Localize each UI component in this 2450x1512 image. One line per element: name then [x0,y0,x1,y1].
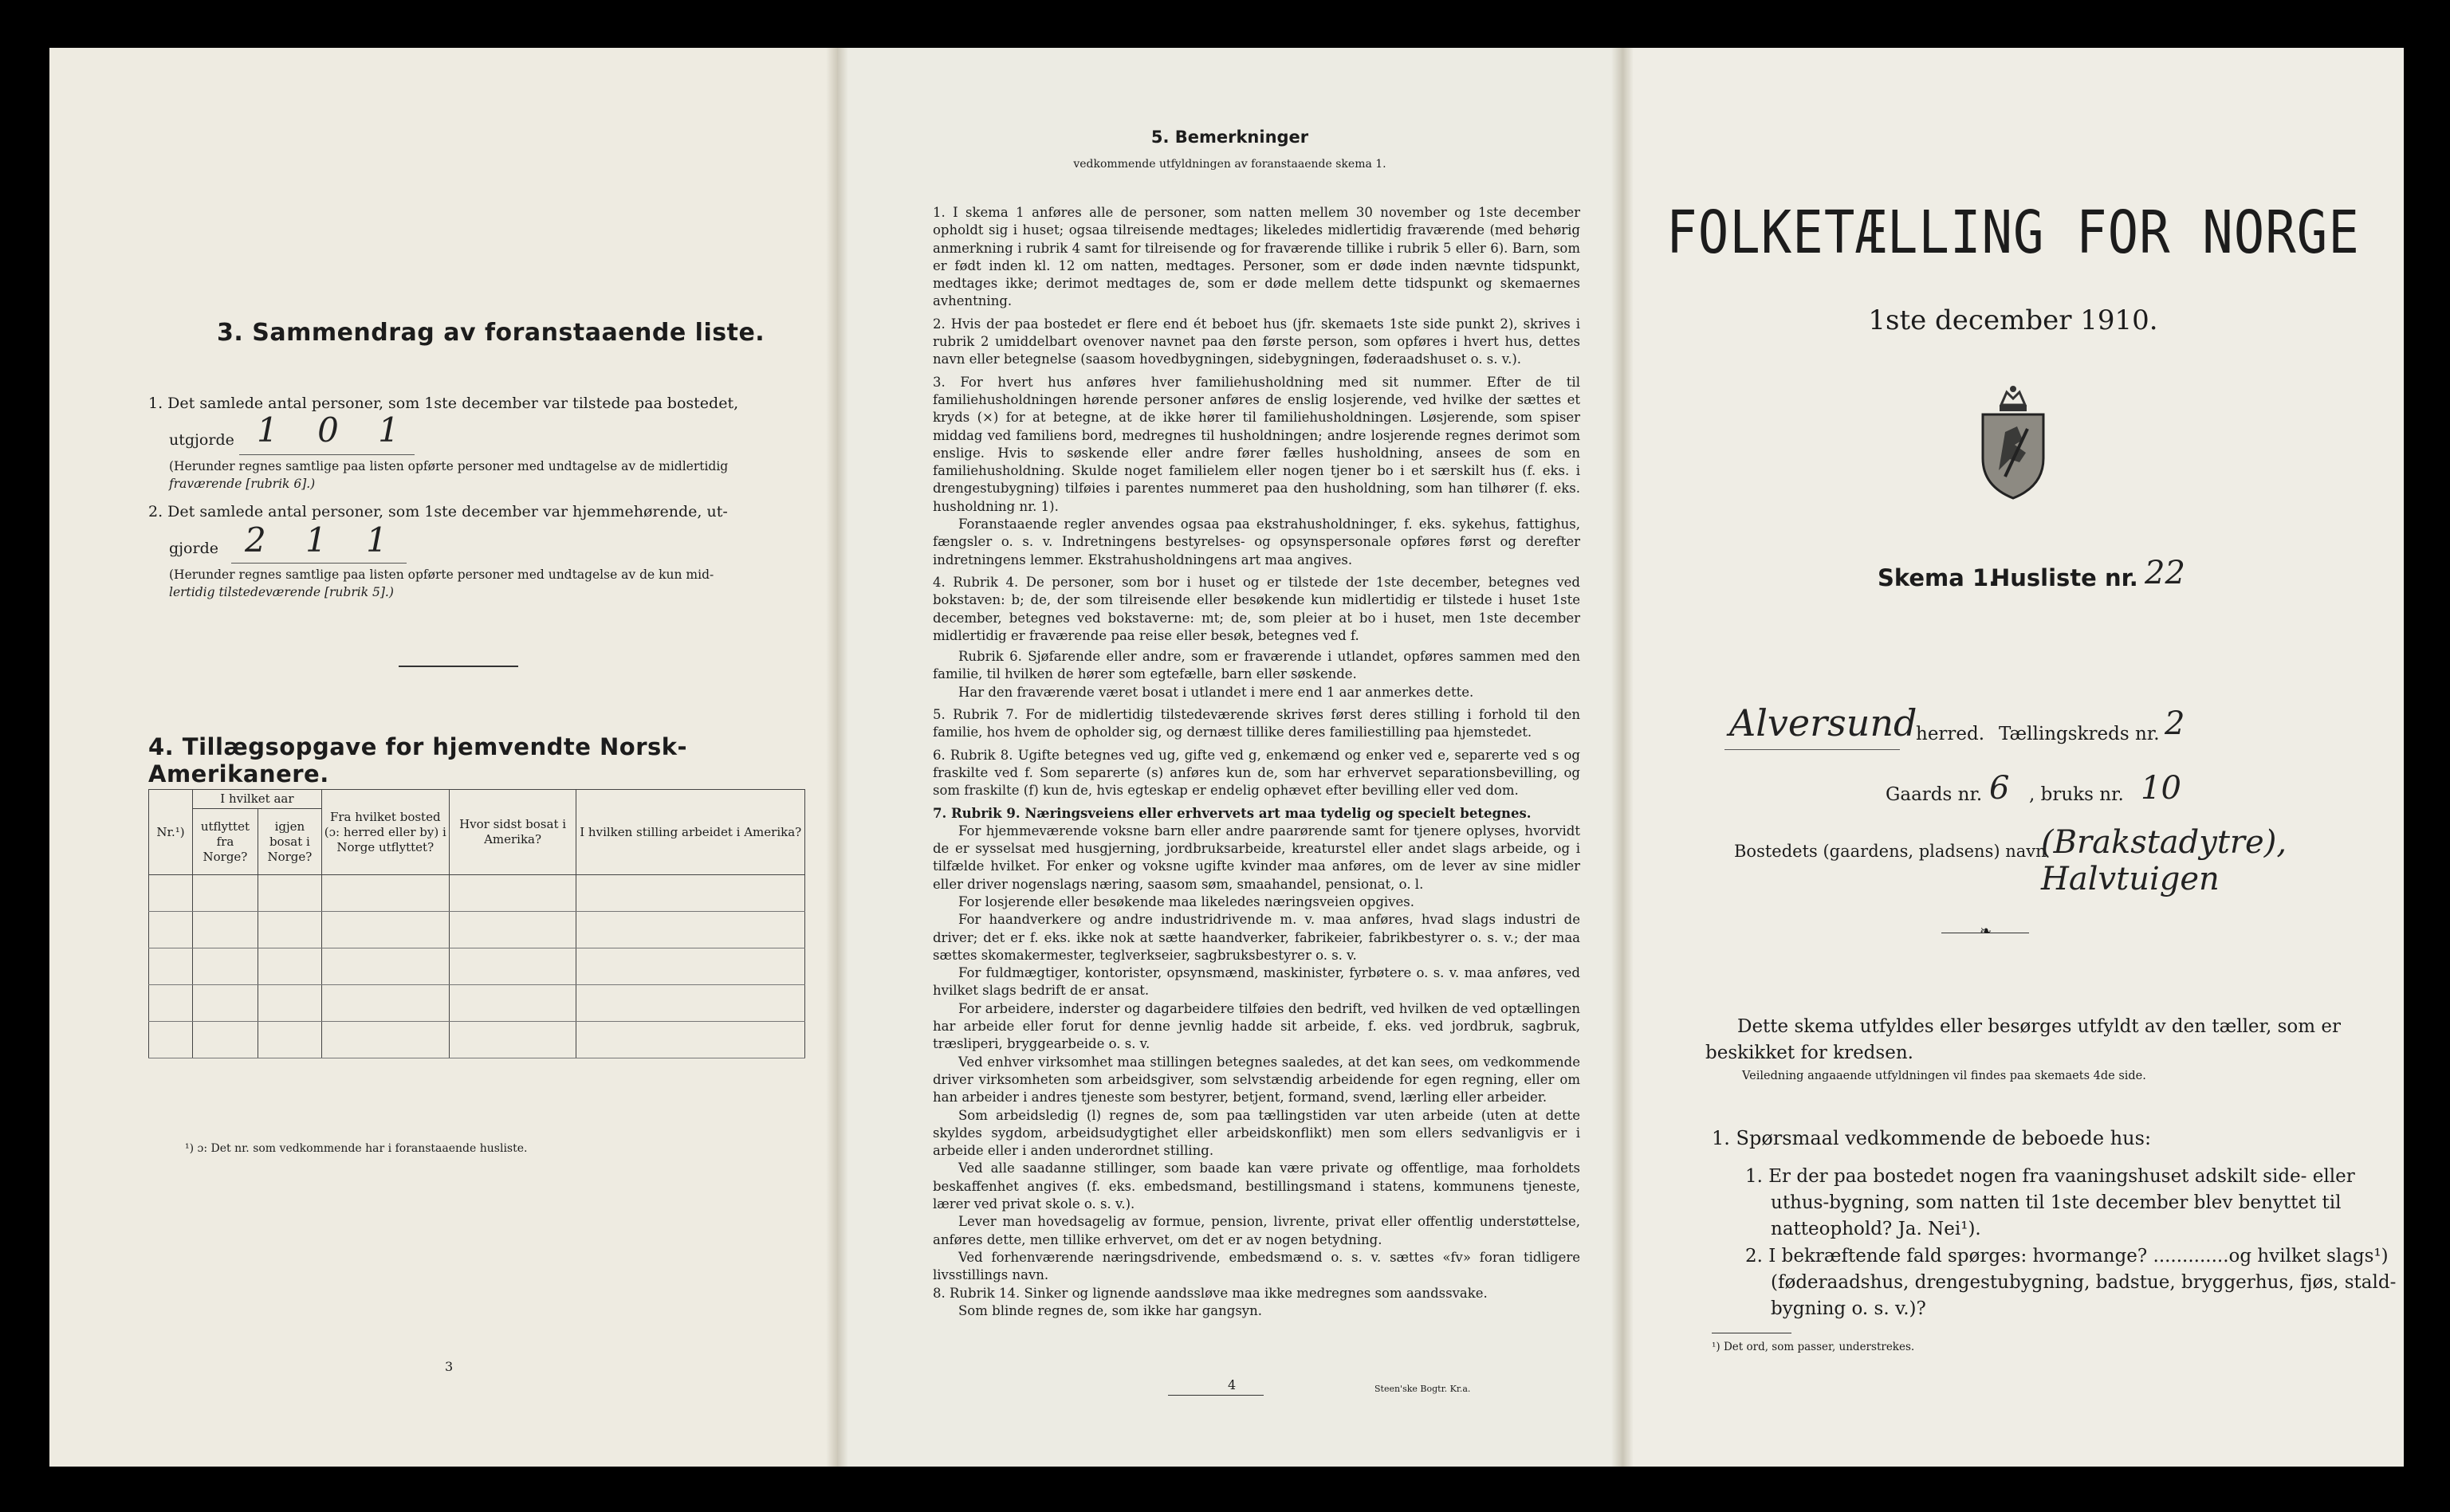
remark-paragraph: Foranstaaende regler anvendes ogsaa paa ekstrahusholdninger, f. eks. sykehus, fattighus, fængsler o. s. v. Indretningens bestyrelses- og opsynspersonale opføres først og derefter indretningens lemmer. Ekstrahusholdningens art maa angives. [933,516,1580,567]
remark-paragraph: For losjerende eller besøkende maa likeledes næringsveien opgives. [958,893,1414,909]
remark-paragraph: Har den fraværende været bosat i utlandet i mere end 1 aar anmerkes dette. [958,684,1474,700]
summary-item-2-value: 2 1 1 [245,520,402,560]
remark-paragraph: Ved enhver virksomhet maa stillingen betegnes saaledes, at det kan sees, om vedkommende driver virksomheten som arbeidsgiver, som selvstændig arbeidende for egen regning, eller om han arbeider i andres tjeneste som bestyrer, betjent, formand, svend, lærling eller arbeider. [933,1054,1580,1106]
remark-paragraph: 5. Rubrik 7. For de midlertidig tilstedeværende skrives først deres stilling i forhold til den familie, hos hvem de opholder sig, og dernæst tillike deres familiestilling paa hjemstedet. [933,707,1580,740]
page-right [1622,48,2404,1467]
bosted-label: Bostedets (gaardens, pladsens) navn [1734,842,2047,861]
page-number: 4 [1228,1377,1237,1392]
remark-paragraph: For fuldmægtiger, kontorister, opsynsmænd, maskinister, fyrbøtere o. s. v. maa anføres, ved hvilket slags bedrift de er ansat. [933,965,1580,999]
summary-item-2-label: gjorde [169,540,218,557]
col-utflyttet: utflyttet fra Norge? [192,809,258,875]
gaards-value: 6 [1989,770,2010,807]
census-title: FOLKETÆLLING FOR NORGE [1666,199,2360,268]
question-2: 2. I bekræftende fald spørges: hvormange? .............og hvilket slags¹) (føderaadshus, drengestubygning, badstue, bryggerhus, fjøs, stald- bygning o. s. v.)? [1745,1246,2397,1319]
remarks-body [933,204,1580,1320]
remark-paragraph: Lever man hovedsagelig av formue, pension, livrente, privat eller offentlig understøttelse, anføres dette, men tillike erhvervet, om det er av nogen betydning. [933,1214,1580,1247]
bruks-label: , bruks nr. [2029,784,2124,805]
kreds-value: 2 [2165,705,2185,742]
husliste-value: 22 [2145,555,2185,591]
table-row [149,948,805,985]
section-3-title: 3. Sammendrag av foranstaaende liste. [217,319,765,347]
table-row [149,912,805,948]
table-row [149,875,805,912]
remarks-title: 5. Bemerkninger [1150,128,1309,147]
remark-paragraph: Som blinde regnes de, som ikke har gangsyn. [958,1302,1262,1318]
page-middle [837,48,1622,1467]
col-fra-bosted: Fra hvilket bosted (ɔ: herred eller by) i Norge utflyttet? [321,790,449,875]
norsk-amerikanere-table [148,789,805,1058]
table-row [149,1022,805,1058]
printer-imprint: Steen'ske Bogtr. Kr.a. [1374,1384,1471,1394]
remark-paragraph: 7. Rubrik 9. Næringsveiens eller erhvervets art maa tydelig og specielt betegnes. [933,805,1532,821]
page-divider [1168,1395,1264,1396]
col-igjen: igjen bosat i Norge? [258,809,321,875]
remark-paragraph: For arbeidere, inderster og dagarbeidere tilføies den bedrift, ved hvilken de ved optællingen har arbeide eller forut for denne jevnlig hadde sit arbeide, f. eks. ved jordbruk, sagbruk, træsliperi, bryggearbeide o. s. v. [933,1000,1580,1052]
remark-paragraph: 4. Rubrik 4. De personer, som bor i huset og er tilstede der 1ste december, betegnes ved bokstaven: b; de, der som tilreisende eller besøkende kun midlertidig er tilstede i huset 1ste december, betegnes ved bokstaverne: mt; de, som pleier at bo i huset, men 1ste december midlertidig er fraværende paa reise eller besøk, betegnes ved f. [933,574,1580,643]
remarks-subtitle: vedkommende utfyldningen av foranstaaende skema 1. [1073,158,1386,171]
bruks-value: 10 [2141,770,2181,807]
kreds-label: Tællingskreds nr. [1999,724,2160,744]
remark-paragraph: For haandverkere og andre industridrivende m. v. maa anføres, hvad slags industri de driver; det er f. eks. ikke nok at sætte haandverker, fabrikeier, fabrikbestyrer o. s. v.; der maa sættes skomakermester, teglverkseier, sagbruksbestyrer o. s. v. [933,912,1580,963]
remark-paragraph: Ved alle saadanne stillinger, som baade kan være private og offentlige, maa forholdets beskaffenhet angives (f. eks. embedsmand, bestillingsmand i statens, kommunens tjeneste, lærer ved privat skole o. s. v.). [933,1161,1580,1212]
col-group-year: I hvilket aar [192,790,321,809]
table-footnote: ¹) ɔ: Det nr. som vedkommende har i foranstaaende husliste. [185,1142,528,1155]
census-date: 1ste december 1910. [1868,304,2158,336]
page-footnote: ¹) Det ord, som passer, understrekes. [1712,1341,1915,1353]
page-fold-shadow [837,48,848,1467]
summary-item-1-value: 1 0 1 [257,410,414,450]
remark-paragraph: Rubrik 6. Sjøfarende eller andre, som er fraværende i utlandet, opføres sammen med den familie, til hvilken de hører som egtefælle, barn eller søskende. [933,649,1580,682]
herred-label: herred. [1916,724,1985,744]
fill-line [239,454,415,455]
col-hvor-sidst: Hvor sidst bosat i Amerika? [449,790,576,875]
instruction-text: Dette skema utfyldes eller besørges utfyldt av den tæller, som er beskikket for kredsen. [1705,1016,2342,1063]
page-left [49,48,837,1467]
summary-item-1-label: utgjorde [169,431,234,449]
summary-item-1-note: (Herunder regnes samtlige paa listen opførte personer med undtagelse av de midlertidig fraværende [rubrik 6].) [169,459,729,491]
gaards-label: Gaards nr. [1886,784,1983,805]
bosted-value: (Brakstadytre), Halvtuigen [2041,824,2287,897]
remark-paragraph: For hjemmeværende voksne barn eller andre paarørende samt for tjenere oplyses, hvorvidt de er sysselsat med husgjerning, jordbruksarbeide, kreaturstel eller andet slags arbeide, og i tilfælde hvilket. For enker og voksne ugifte kvinder maa anføres, om de lever av sine midler eller driver nogenslags næring, saasom søm, smaahandel, pensionat, o. l. [933,823,1580,892]
fill-line [231,563,407,564]
fill-line [1724,749,1900,750]
table-row [149,985,805,1022]
herred-value: Alversund [1729,701,1917,744]
instruction-note: Veiledning angaaende utfyldningen vil findes paa skemaets 4de side. [1742,1070,2146,1082]
remark-paragraph: 2. Hvis der paa bostedet er flere end ét beboet hus (jfr. skemaets 1ste side punkt 2), skrives i rubrik 2 umiddelbart ovenover navnet paa den første person, som opføres i hvert hus, dettes navn eller betegnelse (saasom hovedbygningen, sidebygningen, føderaadshuset o. s. v.). [933,316,1580,367]
col-stilling: I hvilken stilling arbeidet i Amerika? [576,790,805,875]
remark-paragraph: 8. Rubrik 14. Sinker og lignende aandssløve maa ikke medregnes som aandssvake. [933,1285,1488,1301]
page-number: 3 [445,1359,454,1374]
col-nr: Nr.¹) [149,790,193,875]
ornament-icon: ❧ [1980,923,1992,940]
questions-header: 1. Spørsmaal vedkommende de beboede hus: [1712,1127,2152,1149]
coat-of-arms-icon [1973,383,2053,502]
skema-label: Skema 1. [1878,564,1998,591]
summary-item-2-note: (Herunder regnes samtlige paa listen opførte personer med undtagelse av de kun mid- lertidig tilstedeværende [rubrik 5].) [169,567,714,599]
remark-paragraph: Ved forhenværende næringsdrivende, embedsmænd o. s. v. sættes «fv» foran tidligere livsstillings navn. [933,1249,1580,1283]
page-fold-shadow [1611,48,1622,1467]
section-divider [399,666,518,667]
husliste-label: Husliste nr. [1991,564,2138,591]
remark-paragraph: Som arbeidsledig (l) regnes de, som paa tællingstiden var uten arbeide (uten at dette skyldes sygdom, arbeidsudygtighet eller arbeidskonflikt) men som ellers sedvanligvis er i arbeide eller i anden underordnet stilling. [933,1107,1580,1159]
remark-paragraph: 3. For hvert hus anføres hver familiehusholdning med sit nummer. Efter de til familiehusholdningen hørende personer anføres de enslig losjerende, ved hvilke der sættes et kryds (×) for at betegne, at de ikke hører til familiehusholdningen. Løsjerende, som spiser middag ved familiens bord, medregnes til husholdningen; andre losjerende regnes derimot som enslige. Hvis to søskende eller andre fører fælles husholdning, ansees de som en familiehusholdning. Skulde noget familielem eller nogen tjener bo i et særskilt hus (f. eks. i drengestubygning) tilføies i parentes nummeret paa den husholdning, som han tilhører (f. eks. husholdning nr. 1). [933,374,1580,514]
summary-item-2: 2. Det samlede antal personer, som 1ste december var hjemmehørende, ut- [148,503,728,520]
remark-paragraph: 1. I skema 1 anføres alle de personer, som natten mellem 30 november og 1ste december opholdt sig i huset; ogsaa tilreisende medtages; likeledes midlertidig fraværende (med behørig anmerkning i rubrik 4 samt for tilreisende og for fraværende tillike i rubrik 5 eller 6). Barn, som er født inden kl. 12 om natten, medtages. Personer, som er døde inden nævnte tidspunkt, medtages ikke; derimot medtages de, som er døde mellem dette tidspunkt og skemaernes avhentning. [933,205,1580,309]
summary-item-1: 1. Det samlede antal personer, som 1ste december var tilstede paa bostedet, [148,395,739,412]
remark-paragraph: 6. Rubrik 8. Ugifte betegnes ved ug, gifte ved g, enkemænd og enker ved e, separerte ved s og fraskilte ved f. Som separerte (s) anføres kun de, som har erhvervet separationsbevilling, og som fraskilte (f) kun de, hvis egteskap er endelig ophævet efter bevilling eller ved dom. [933,747,1580,799]
question-1: 1. Er der paa bostedet nogen fra vaaningshuset adskilt side- eller uthus-bygning, som natten til 1ste december blev benyttet til natteophold? Ja. Nei¹). [1745,1166,2355,1239]
section-4-title: 4. Tillægsopgave for hjemvendte Norsk-Amerikanere. [148,733,688,787]
